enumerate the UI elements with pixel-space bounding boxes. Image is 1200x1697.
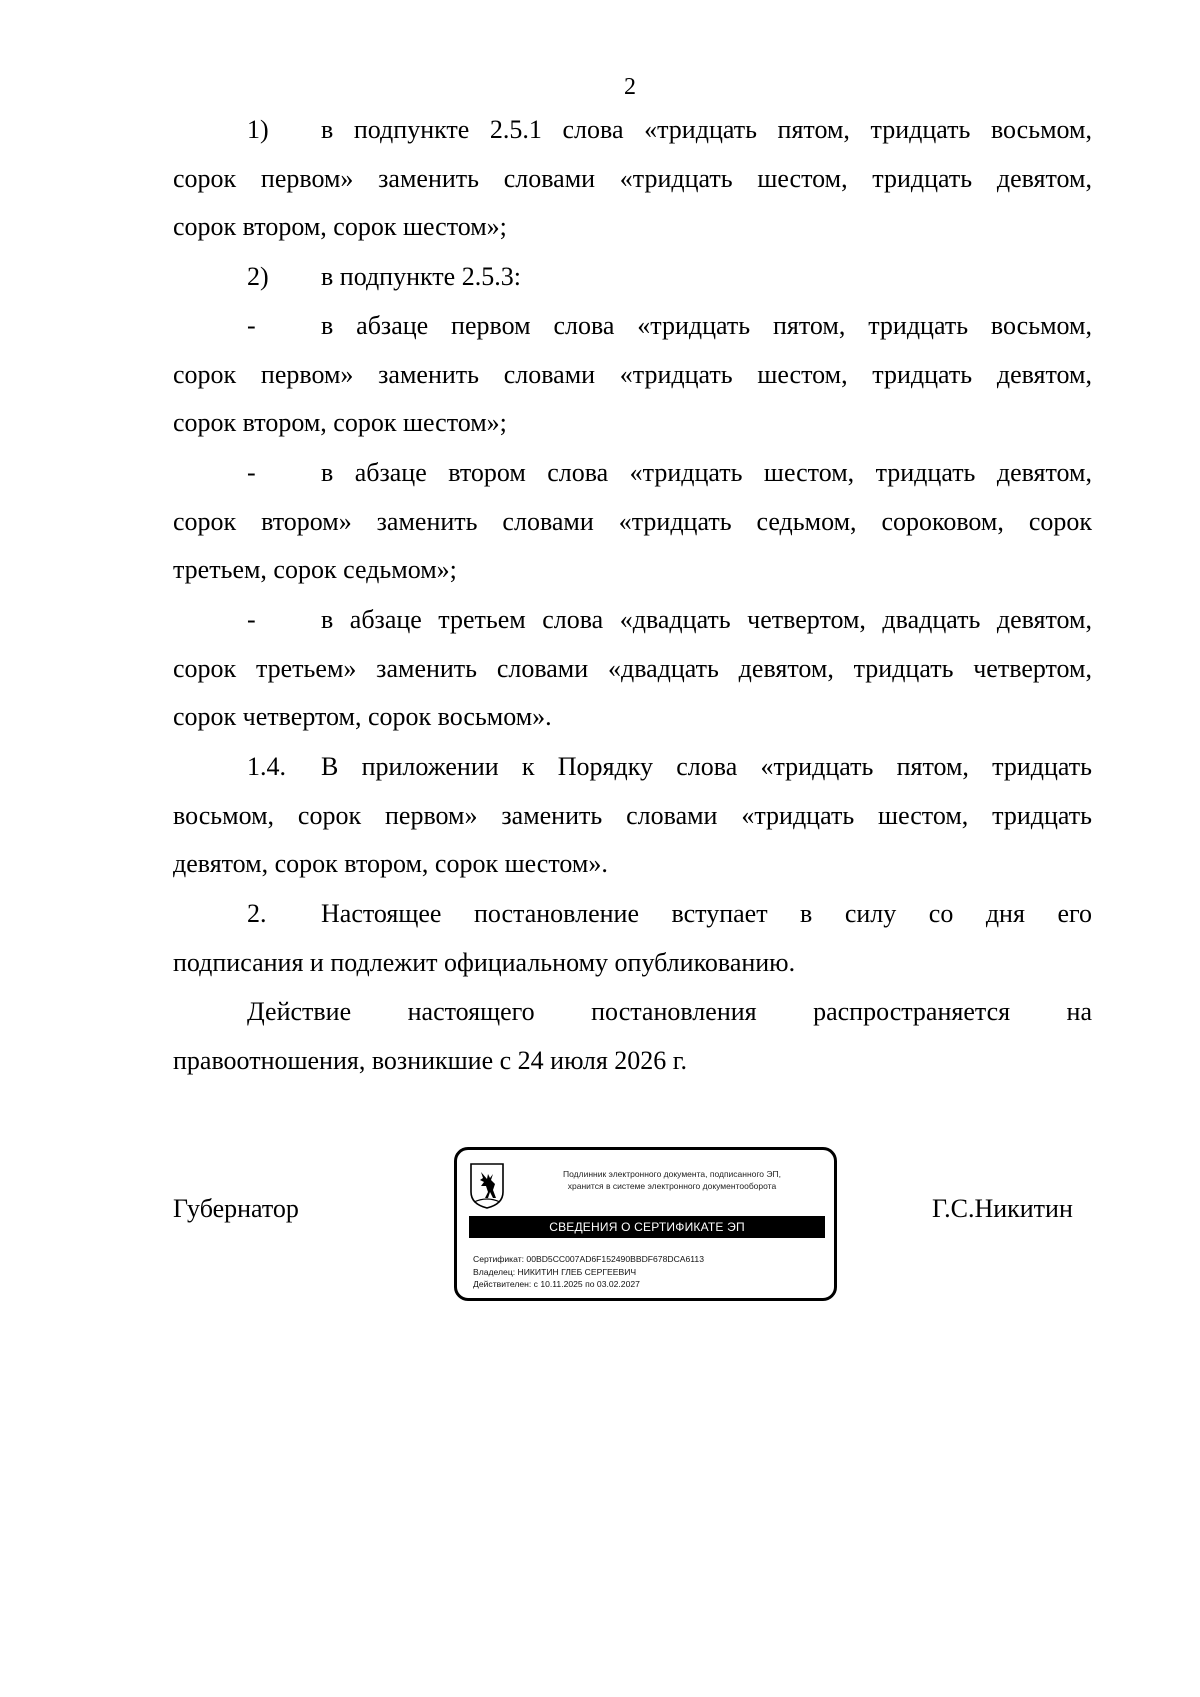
paragraph-line: девятом, сорок втором, сорок шестом». [173, 849, 608, 878]
paragraph [173, 253, 1092, 302]
paragraph [173, 890, 1092, 987]
signatory-name: Г.С.Никитин [932, 1194, 1073, 1223]
paragraph-line: сорок втором, сорок шестом»; [173, 212, 507, 241]
paragraph-line: сорок втором» заменить словами «тридцать седьмом, сороковом, сорок [173, 506, 1092, 536]
paragraph-first-line [173, 302, 1092, 351]
list-marker: - [247, 311, 256, 340]
paragraph-text: Настоящее постановление вступает в силу со дня его [321, 899, 1092, 928]
page-number: 2 [624, 74, 636, 100]
paragraph-text: в абзаце третьем слова «двадцать четвертом, двадцать девятом, [321, 605, 1092, 634]
paragraph-first-line [173, 449, 1092, 498]
paragraph-text: В приложении к Порядку слова «тридцать пятом, тридцать [321, 752, 1092, 781]
stamp-validity: Действителен: с 10.11.2025 по 03.02.2027 [473, 1279, 640, 1289]
paragraph-first-line [173, 253, 1092, 302]
paragraph-line: подписания и подлежит официальному опубликованию. [173, 947, 796, 977]
stamp-owner: Владелец: НИКИТИН ГЛЕБ СЕРГЕЕВИЧ [473, 1266, 637, 1277]
paragraph-text: в подпункте 2.5.3: [321, 262, 521, 291]
paragraph-line: сорок втором, сорок шестом»; [173, 408, 507, 437]
stamp-note [517, 1168, 827, 1192]
paragraph-first-line [173, 890, 1092, 939]
paragraph-line: правоотношения, возникшие с 24 июля 2026 г. [173, 1045, 688, 1075]
paragraph-line: сорок четвертом, сорок восьмом». [173, 702, 552, 731]
list-marker: 1.4. [247, 752, 286, 781]
paragraph-line: сорок первом» заменить словами «тридцать шестом, тридцать девятом, [173, 163, 1092, 193]
paragraph [173, 302, 1092, 448]
stamp-title-bar: СВЕДЕНИЯ О СЕРТИФИКАТЕ ЭП [469, 1216, 825, 1238]
paragraph-line: сорок первом» заменить словами «тридцать шестом, тридцать девятом, [173, 359, 1092, 389]
paragraph-line: третьем, сорок седьмом»; [173, 555, 457, 584]
paragraph [173, 449, 1092, 595]
paragraph-first-line [173, 596, 1092, 645]
paragraph-line: восьмом, сорок первом» заменить словами «тридцать шестом, тридцать [173, 800, 1092, 830]
stamp-certificate: Сертификат: 00BD5CC007AD6F152490BBDF678DCA6113 [473, 1254, 704, 1264]
signatory-title: Губернатор [173, 1194, 299, 1223]
paragraph [173, 106, 1092, 252]
list-marker: - [247, 605, 256, 634]
paragraph-line: сорок третьем» заменить словами «двадцать девятом, тридцать четвертом, [173, 653, 1092, 683]
paragraph-text: в абзаце первом слова «тридцать пятом, тридцать восьмом, [321, 311, 1092, 340]
paragraph [173, 743, 1092, 889]
paragraph-first-line [173, 106, 1092, 155]
electronic-signature-stamp [454, 1147, 837, 1301]
paragraph [173, 988, 1092, 1085]
list-marker: 1) [247, 115, 269, 144]
stamp-details [473, 1253, 704, 1291]
list-marker: 2) [247, 262, 269, 291]
paragraph-text: Действие настоящего постановления распространяется на [247, 997, 1092, 1026]
paragraph-first-line [173, 743, 1092, 792]
paragraph-text: в подпункте 2.5.1 слова «тридцать пятом, тридцать восьмом, [321, 115, 1092, 144]
coat-of-arms-icon [469, 1162, 505, 1210]
paragraph-text: в абзаце втором слова «тридцать шестом, тридцать девятом, [321, 458, 1092, 487]
stamp-note-line: Подлинник электронного документа, подписанного ЭП, [563, 1169, 781, 1179]
list-marker: 2. [247, 899, 267, 928]
paragraph-first-line [173, 988, 1092, 1037]
paragraph [173, 596, 1092, 742]
stamp-note-line: хранится в системе электронного документооборота [567, 1181, 777, 1191]
list-marker: - [247, 458, 256, 487]
